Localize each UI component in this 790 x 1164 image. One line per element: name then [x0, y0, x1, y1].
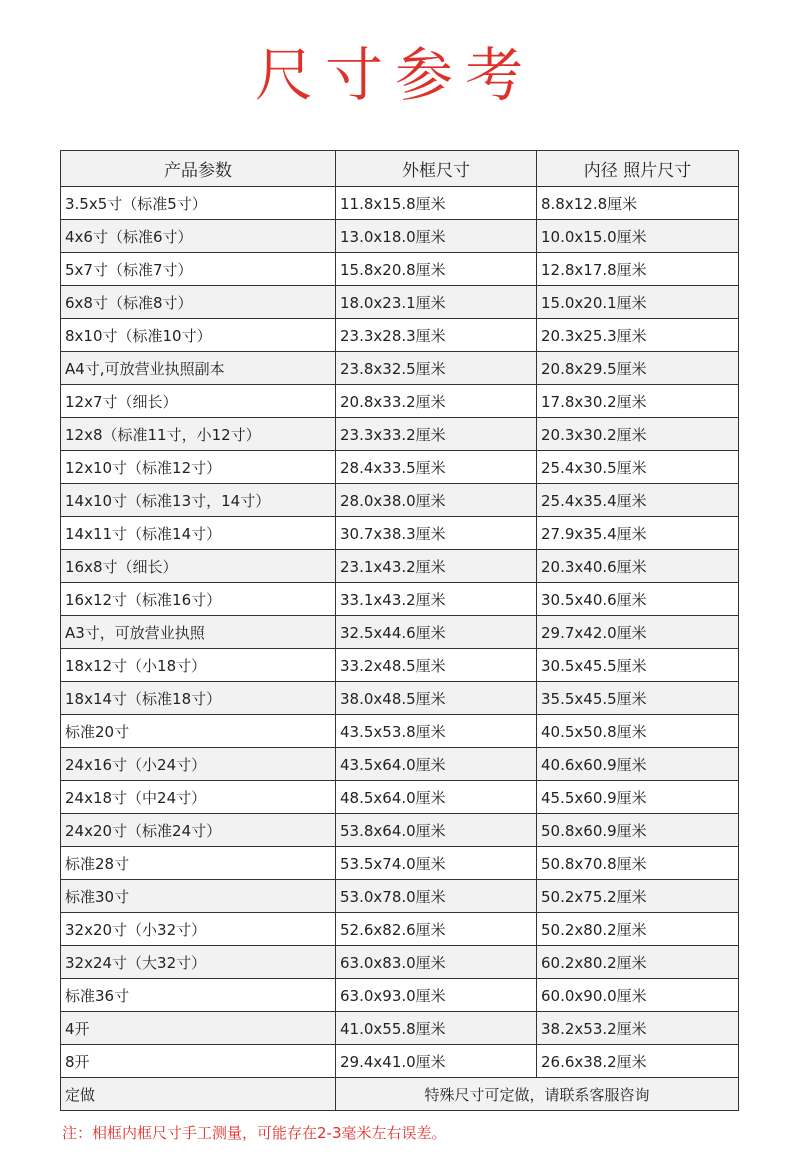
cell-product-spec: 4开 [61, 1012, 336, 1045]
cell-inner-size: 29.7x42.0厘米 [537, 616, 739, 649]
table-row [61, 748, 739, 781]
cell-outer-size: 11.8x15.8厘米 [336, 187, 537, 220]
table-row [61, 946, 739, 979]
table-row [61, 913, 739, 946]
cell-outer-size: 18.0x23.1厘米 [336, 286, 537, 319]
cell-inner-size: 60.2x80.2厘米 [537, 946, 739, 979]
cell-product-spec: 16x8寸（细长） [61, 550, 336, 583]
cell-outer-size: 43.5x64.0厘米 [336, 748, 537, 781]
cell-product-spec: 8x10寸（标准10寸） [61, 319, 336, 352]
cell-product-spec: 14x10寸（标准13寸，14寸） [61, 484, 336, 517]
cell-product-spec: 标准20寸 [61, 715, 336, 748]
table-row [61, 649, 739, 682]
cell-outer-size: 29.4x41.0厘米 [336, 1045, 537, 1078]
table-row [61, 715, 739, 748]
table-row [61, 187, 739, 220]
cell-product-spec: 16x12寸（标准16寸） [61, 583, 336, 616]
header-product-spec: 产品参数 [61, 151, 336, 187]
cell-product-spec: 14x11寸（标准14寸） [61, 517, 336, 550]
cell-product-spec: 32x20寸（小32寸） [61, 913, 336, 946]
table-row [61, 253, 739, 286]
cell-outer-size: 15.8x20.8厘米 [336, 253, 537, 286]
cell-inner-size: 10.0x15.0厘米 [537, 220, 739, 253]
size-table [60, 150, 739, 1111]
cell-inner-size: 27.9x35.4厘米 [537, 517, 739, 550]
table-row [61, 385, 739, 418]
cell-inner-size: 60.0x90.0厘米 [537, 979, 739, 1012]
measurement-note: 注：相框内框尺寸手工测量，可能存在2-3毫米左右误差。 [62, 1124, 447, 1142]
cell-product-spec: 标准28寸 [61, 847, 336, 880]
header-inner-photo-size: 内径 照片尺寸 [537, 151, 739, 187]
cell-inner-size: 45.5x60.9厘米 [537, 781, 739, 814]
cell-inner-size: 35.5x45.5厘米 [537, 682, 739, 715]
cell-product-spec: 8开 [61, 1045, 336, 1078]
cell-outer-size: 43.5x53.8厘米 [336, 715, 537, 748]
cell-inner-size: 30.5x45.5厘米 [537, 649, 739, 682]
cell-inner-size: 15.0x20.1厘米 [537, 286, 739, 319]
cell-product-spec: 12x8（标准11寸，小12寸） [61, 418, 336, 451]
cell-outer-size: 23.1x43.2厘米 [336, 550, 537, 583]
table-row [61, 418, 739, 451]
cell-inner-size: 50.2x80.2厘米 [537, 913, 739, 946]
table-row [61, 616, 739, 649]
cell-outer-size: 38.0x48.5厘米 [336, 682, 537, 715]
cell-product-spec: 24x16寸（小24寸） [61, 748, 336, 781]
cell-inner-size: 50.8x70.8厘米 [537, 847, 739, 880]
cell-product-spec: 18x12寸（小18寸） [61, 649, 336, 682]
cell-inner-size: 50.2x75.2厘米 [537, 880, 739, 913]
cell-inner-size: 20.3x40.6厘米 [537, 550, 739, 583]
cell-inner-size: 20.8x29.5厘米 [537, 352, 739, 385]
table-row [61, 451, 739, 484]
cell-outer-size: 33.1x43.2厘米 [336, 583, 537, 616]
table-row [61, 550, 739, 583]
cell-outer-size: 23.3x33.2厘米 [336, 418, 537, 451]
cell-outer-size: 53.0x78.0厘米 [336, 880, 537, 913]
table-row [61, 682, 739, 715]
cell-outer-size: 32.5x44.6厘米 [336, 616, 537, 649]
cell-product-spec: 6x8寸（标准8寸） [61, 286, 336, 319]
cell-inner-size: 8.8x12.8厘米 [537, 187, 739, 220]
cell-inner-size: 38.2x53.2厘米 [537, 1012, 739, 1045]
cell-outer-size: 30.7x38.3厘米 [336, 517, 537, 550]
cell-outer-size: 23.3x28.3厘米 [336, 319, 537, 352]
table-row [61, 847, 739, 880]
table-row-custom [61, 1078, 739, 1111]
cell-product-spec: 5x7寸（标准7寸） [61, 253, 336, 286]
cell-product-spec: 3.5x5寸（标准5寸） [61, 187, 336, 220]
cell-outer-size: 52.6x82.6厘米 [336, 913, 537, 946]
cell-outer-size: 33.2x48.5厘米 [336, 649, 537, 682]
table-row [61, 880, 739, 913]
header-outer-size: 外框尺寸 [336, 151, 537, 187]
table-row [61, 352, 739, 385]
cell-inner-size: 50.8x60.9厘米 [537, 814, 739, 847]
cell-product-spec: 4x6寸（标准6寸） [61, 220, 336, 253]
table-header-row [61, 151, 739, 187]
cell-product-spec: 32x24寸（大32寸） [61, 946, 336, 979]
cell-outer-size: 53.5x74.0厘米 [336, 847, 537, 880]
cell-inner-size: 26.6x38.2厘米 [537, 1045, 739, 1078]
table-row [61, 781, 739, 814]
cell-outer-size: 28.0x38.0厘米 [336, 484, 537, 517]
cell-product-spec: 标准30寸 [61, 880, 336, 913]
table-row [61, 319, 739, 352]
table-row [61, 979, 739, 1012]
cell-product-spec: A4寸,可放营业执照副本 [61, 352, 336, 385]
cell-outer-size: 63.0x93.0厘米 [336, 979, 537, 1012]
cell-outer-size: 53.8x64.0厘米 [336, 814, 537, 847]
cell-inner-size: 25.4x30.5厘米 [537, 451, 739, 484]
table-row [61, 814, 739, 847]
table-row [61, 220, 739, 253]
table-row [61, 286, 739, 319]
cell-product-spec: 12x10寸（标准12寸） [61, 451, 336, 484]
cell-inner-size: 17.8x30.2厘米 [537, 385, 739, 418]
table-row [61, 1012, 739, 1045]
cell-outer-size: 23.8x32.5厘米 [336, 352, 537, 385]
cell-outer-size: 28.4x33.5厘米 [336, 451, 537, 484]
table-row [61, 484, 739, 517]
cell-inner-size: 12.8x17.8厘米 [537, 253, 739, 286]
cell-inner-size: 20.3x25.3厘米 [537, 319, 739, 352]
table-row [61, 583, 739, 616]
cell-custom-label: 定做 [61, 1078, 336, 1111]
cell-outer-size: 48.5x64.0厘米 [336, 781, 537, 814]
cell-product-spec: 标准36寸 [61, 979, 336, 1012]
page-title: 尺寸参考 [254, 41, 535, 109]
cell-custom-text: 特殊尺寸可定做，请联系客服咨询 [336, 1078, 739, 1111]
table-row [61, 517, 739, 550]
table-row [61, 1045, 739, 1078]
cell-product-spec: A3寸，可放营业执照 [61, 616, 336, 649]
cell-product-spec: 12x7寸（细长） [61, 385, 336, 418]
cell-inner-size: 20.3x30.2厘米 [537, 418, 739, 451]
cell-product-spec: 18x14寸（标准18寸） [61, 682, 336, 715]
cell-inner-size: 40.5x50.8厘米 [537, 715, 739, 748]
cell-inner-size: 25.4x35.4厘米 [537, 484, 739, 517]
cell-outer-size: 20.8x33.2厘米 [336, 385, 537, 418]
cell-outer-size: 13.0x18.0厘米 [336, 220, 537, 253]
cell-outer-size: 41.0x55.8厘米 [336, 1012, 537, 1045]
cell-inner-size: 30.5x40.6厘米 [537, 583, 739, 616]
cell-outer-size: 63.0x83.0厘米 [336, 946, 537, 979]
cell-product-spec: 24x18寸（中24寸） [61, 781, 336, 814]
table-body [61, 187, 739, 1111]
cell-product-spec: 24x20寸（标准24寸） [61, 814, 336, 847]
cell-inner-size: 40.6x60.9厘米 [537, 748, 739, 781]
